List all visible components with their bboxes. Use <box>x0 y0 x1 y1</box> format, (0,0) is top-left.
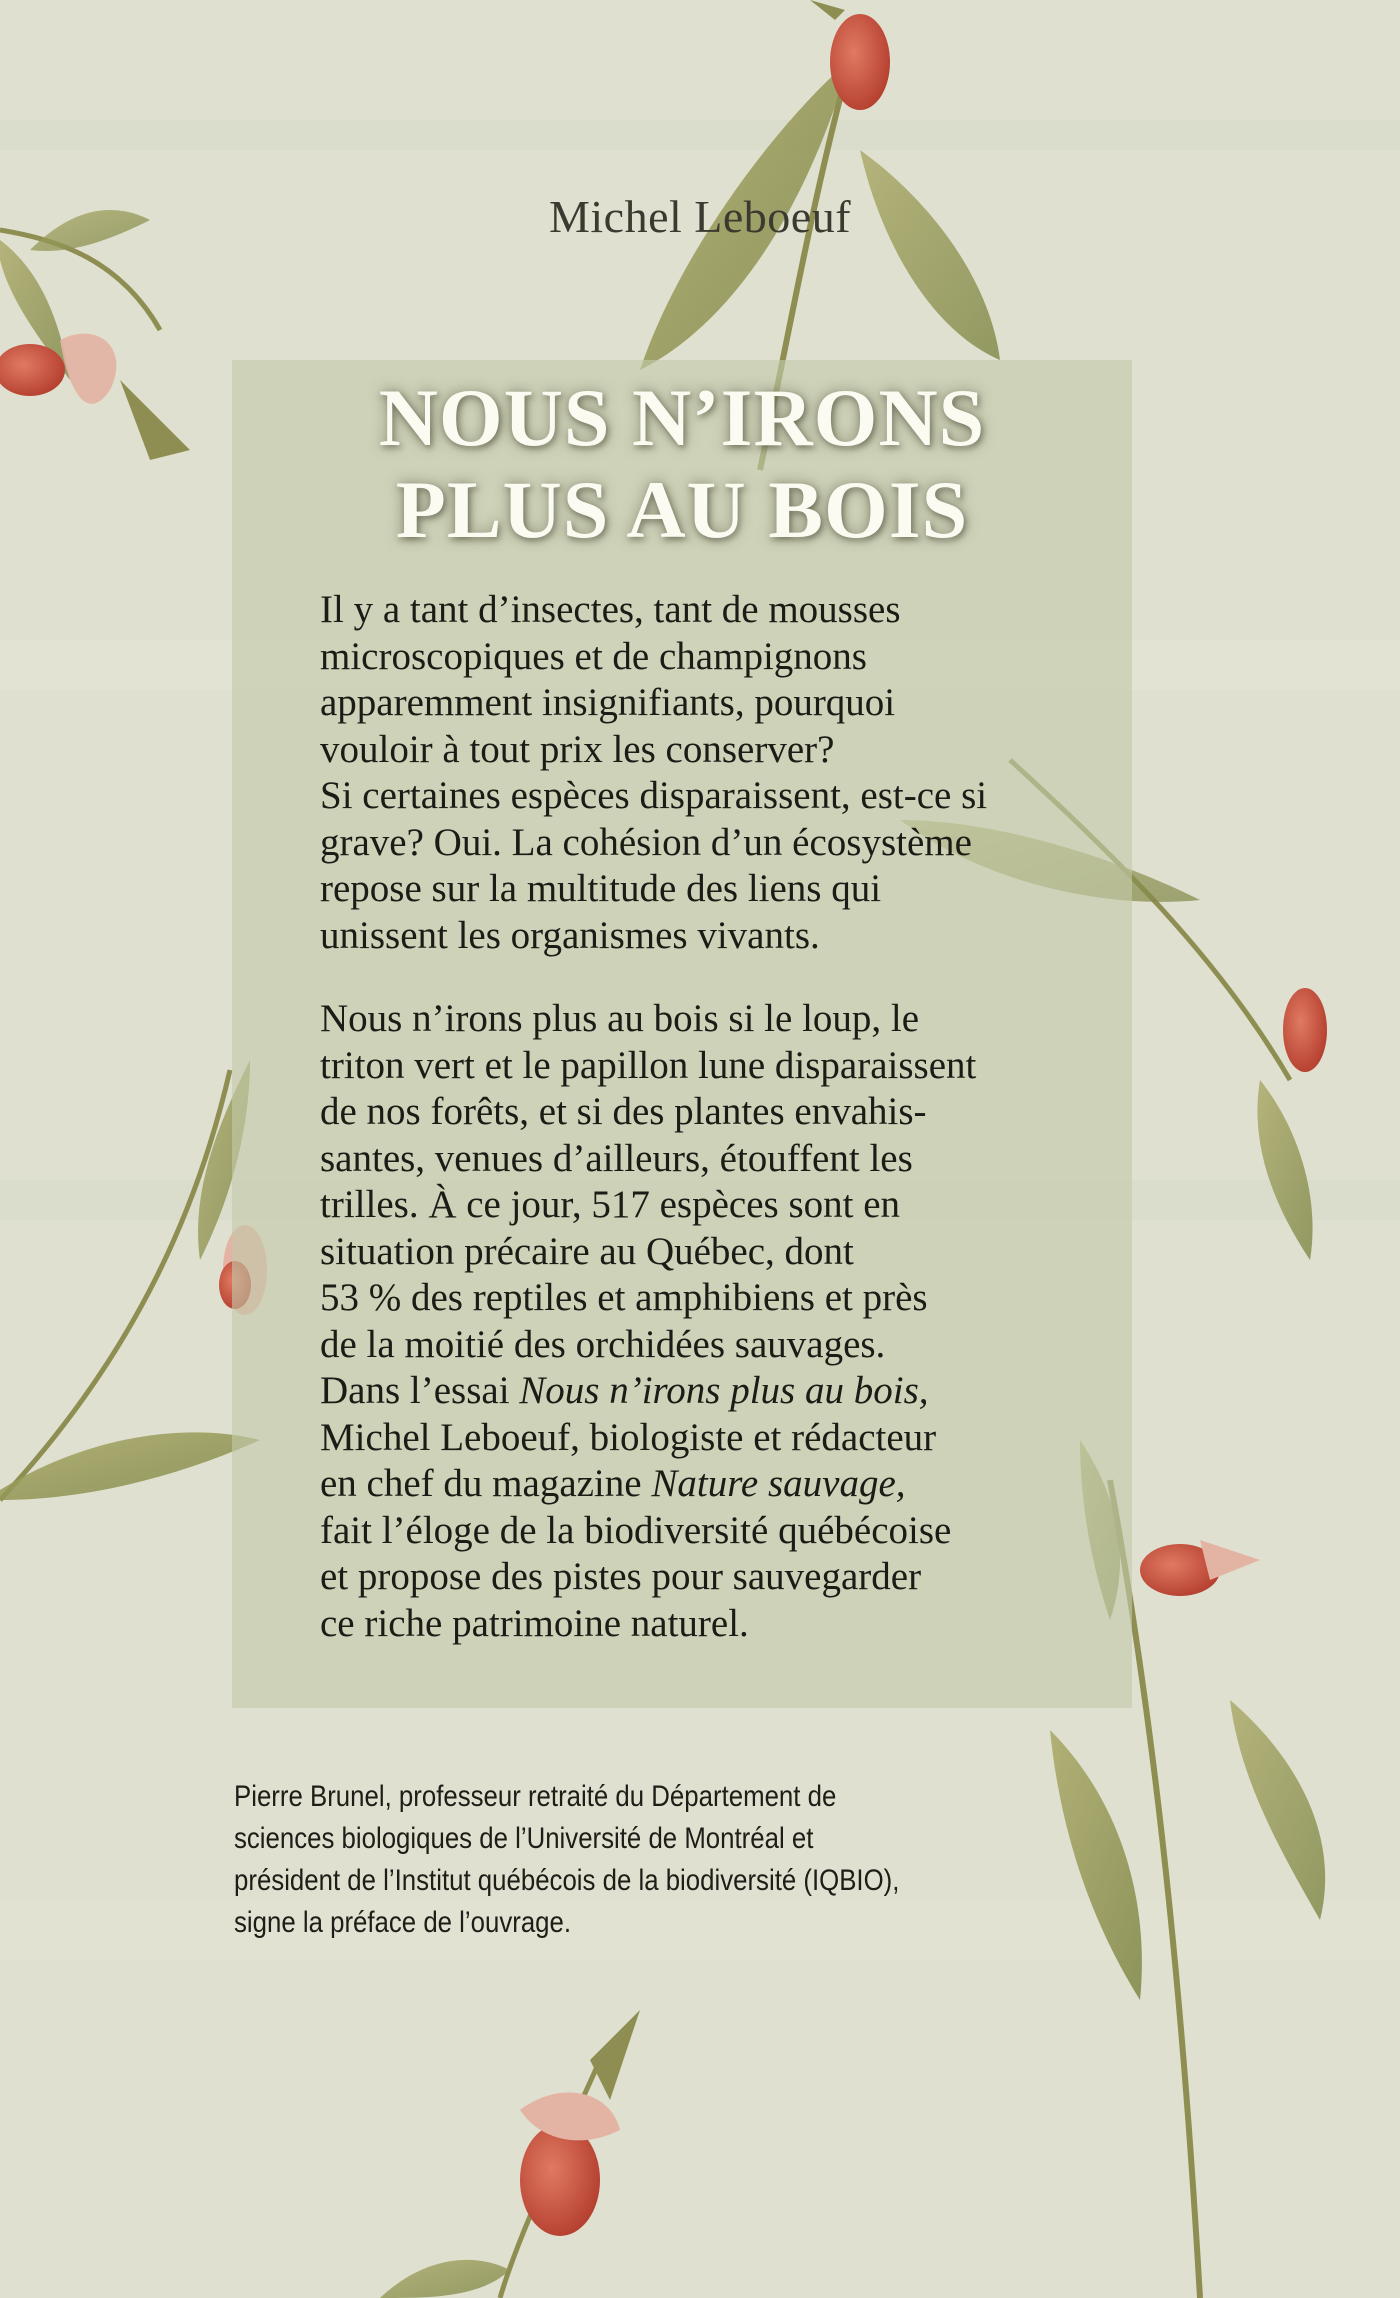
magazine-prefix: en chef du magazine <box>320 1462 652 1505</box>
paragraph-line: trilles. À ce jour, 517 espèces sont en <box>320 1183 901 1226</box>
essay-title: Nous n’irons plus au bois, <box>519 1369 929 1412</box>
book-title-line-1: NOUS N’IRONS <box>378 372 986 463</box>
paragraph-line: santes, venues d’ailleurs, étouffent les <box>320 1136 913 1180</box>
preface-credit <box>234 1776 1008 1944</box>
paragraph-line: repose sur la multitude des liens qui <box>320 867 882 910</box>
paragraph-line: et propose des pistes pour sauvegarder <box>320 1555 922 1598</box>
synopsis-paragraph-2 <box>320 996 1110 1647</box>
author-name: Michel Leboeuf <box>548 191 852 242</box>
book-title <box>232 372 1132 556</box>
book-title-line-2: PLUS AU BOIS <box>395 464 969 555</box>
paragraph-line: fait l’éloge de la biodiversité québécoise <box>320 1508 952 1552</box>
paragraph-line: apparemment insignifiants, pourquoi <box>320 681 896 724</box>
paragraph-line: de nos forêts, et si des plantes envahis- <box>320 1090 927 1133</box>
paragraph-line: situation précaire au Québec, dont <box>320 1229 854 1273</box>
paragraph-line: unissent les organismes vivants. <box>320 913 820 957</box>
paragraph-line <box>320 1461 1110 1508</box>
paragraph-line: Nous n’irons plus au bois si le loup, le <box>320 997 920 1040</box>
credit-line: sciences biologiques de l’Université de Montréal et <box>234 1822 814 1855</box>
paragraph-line: Il y a tant d’insectes, tant de mousses <box>320 588 901 631</box>
paragraph-line: vouloir à tout prix les conserver? <box>320 727 835 771</box>
magazine-title: Nature sauvage, <box>651 1462 906 1505</box>
paragraph-line: 53 % des reptiles et amphibiens et près <box>320 1276 928 1319</box>
paragraph-line: Si certaines espèces disparaissent, est-ce si <box>320 774 988 817</box>
paragraph-line: microscopiques et de champignons <box>320 634 867 678</box>
orchid-flower <box>830 14 890 110</box>
paragraph-line: Michel Leboeuf, biologiste et rédacteur <box>320 1415 937 1459</box>
essay-prefix: Dans l’essai <box>320 1369 520 1412</box>
paragraph-line <box>320 1368 1110 1415</box>
paragraph-line: grave? Oui. La cohésion d’un écosystème <box>320 820 972 864</box>
synopsis-paragraph-1 <box>320 587 1110 959</box>
credit-line: président de l’Institut québécois de la biodiversité (IQBIO), <box>234 1864 900 1897</box>
paragraph-line: triton vert et le papillon lune disparaissent <box>320 1043 977 1087</box>
paragraph-line: de la moitié des orchidées sauvages. <box>320 1322 886 1366</box>
credit-line: signe la préface de l’ouvrage. <box>234 1906 572 1939</box>
credit-line: Pierre Brunel, professeur retraité du Département de <box>234 1780 837 1813</box>
paragraph-line: ce riche patrimoine naturel. <box>320 1601 749 1645</box>
